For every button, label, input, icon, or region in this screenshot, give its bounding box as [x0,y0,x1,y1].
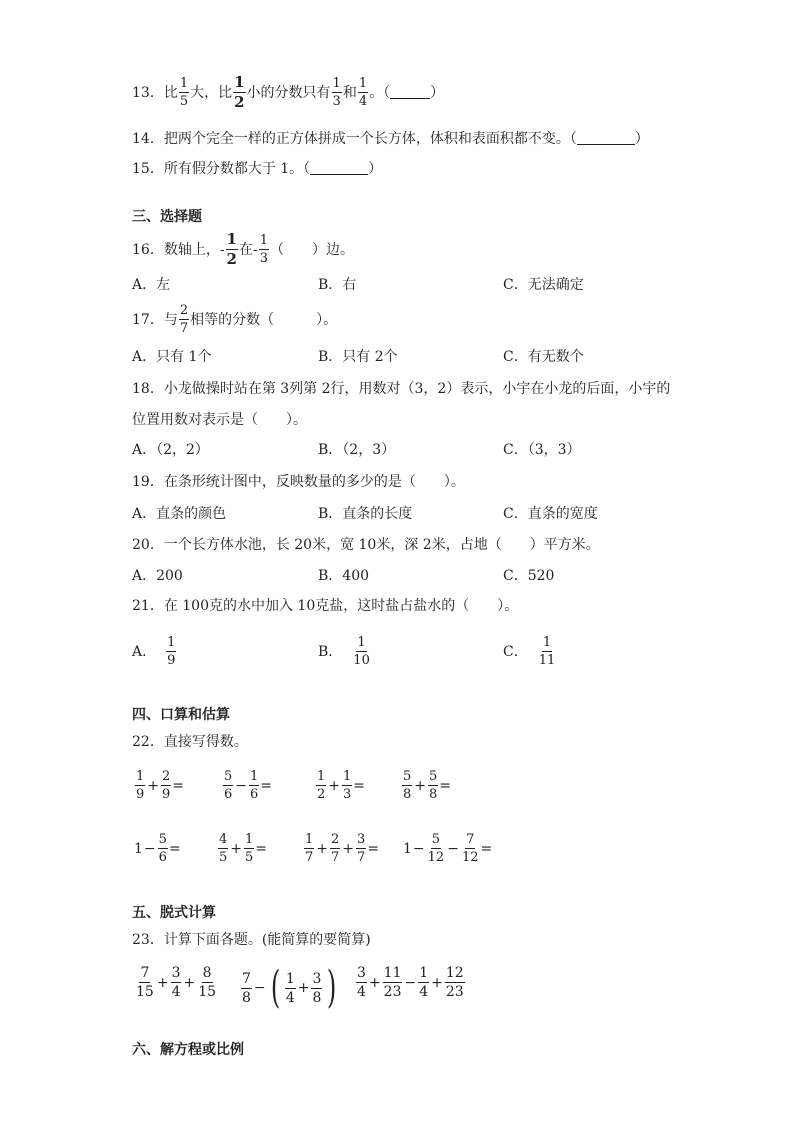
mental-math-item[interactable] [134,833,181,864]
option-a[interactable]: A．200 [132,568,183,584]
question-22: 22．直接写得数。 [132,734,248,750]
fraction: $\frac{7}{8}$ [242,970,251,1006]
question-18-line2: 位置用数对表示是（ ）。 [132,412,307,428]
question-13 [132,75,444,110]
fraction: $\frac{5}{12}$ [427,832,445,865]
option-c[interactable]: C．直条的宽度 [503,506,598,522]
question-14 [132,132,649,146]
operator: + [328,777,341,794]
option-a[interactable]: A．直条的颜色 [132,506,227,522]
answer-blank[interactable] [310,163,368,175]
operator: − [447,840,459,857]
fraction: $\frac{3}{8}$ [312,970,322,1006]
operator: + [431,974,443,991]
answer-blank[interactable] [390,87,430,99]
fraction: $\frac{1}{11}$ [538,635,556,668]
question-19: 19．在条形统计图中，反映数量的多少的是（ ）。 [132,474,465,490]
operator: − [143,840,156,857]
equals: = [367,840,380,857]
equals: = [480,840,493,857]
fraction: $\frac{1}{4}$ [285,970,295,1006]
fraction: $\frac{5}{8}$ [403,769,412,802]
answer-blank[interactable] [577,133,635,145]
fraction: $\frac{7}{12}$ [461,832,479,865]
equals: = [260,777,273,794]
section-heading: 三、选择题 [132,209,202,225]
fraction: $\frac{1}{10}$ [353,635,370,668]
equals: = [353,777,366,794]
option-label: C． [503,643,528,660]
option-b[interactable]: B．只有 2个 [318,349,398,365]
q16-text: 16．数轴上，- [132,241,225,258]
option-b[interactable]: B．右 [318,277,357,293]
mental-math-item[interactable] [303,833,379,864]
q15-text: 15．所有假分数都大于 1。（ [132,161,311,177]
q17-text: 17．与 [132,311,178,328]
operator: − [412,840,425,857]
q17-text: 相等的分数（ ）。 [190,311,338,328]
fraction: $\frac{1}{2}$ [317,769,326,802]
operator: − [253,980,266,996]
operator: + [368,974,381,991]
option-a[interactable] [132,636,177,667]
operator: + [156,974,169,991]
option-a[interactable]: A．左 [132,277,171,293]
fraction: $\frac{5}{8}$ [429,769,438,802]
fraction: $\frac{3}{4}$ [171,965,181,1000]
option-c[interactable]: C．（3，3） [503,442,581,458]
fraction: $\frac{2}{9}$ [162,769,171,802]
q16-text: （ ）边。 [270,241,354,258]
fraction: $\frac{1}{5}$ [179,76,189,109]
fraction: $\frac{1}{4}$ [358,76,368,109]
question-18-line1: 18．小龙做操时站在第 3列第 2行，用数对（3，2）表示，小宇在小龙的后面，小宇的 [132,381,671,397]
fraction: $\frac{1}{9}$ [167,635,176,668]
mental-math-item[interactable] [315,770,365,801]
option-b[interactable]: B．（2，3） [318,442,396,458]
option-b[interactable]: B．400 [318,568,370,584]
section-heading: 四、口算和估算 [132,707,230,723]
question-17 [132,304,337,335]
number: 1 [134,840,143,857]
fraction: $\frac{4}{5}$ [219,832,228,865]
operator: − [404,974,417,991]
operator: + [183,974,196,991]
mental-math-item[interactable] [217,833,267,864]
equals: = [168,840,181,857]
calc-expression-1[interactable] [134,966,218,999]
left-paren: ( [270,962,280,1013]
fraction: $\frac{2}{7}$ [331,832,340,865]
operator: + [342,840,355,857]
question-20: 20．一个长方体水池，长 20米，宽 10米，深 2米，占地（ ）平方米。 [132,537,600,553]
fraction: $\frac{5}{6}$ [158,832,167,865]
equals: = [439,777,452,794]
equals: = [255,840,268,857]
option-a[interactable]: A．（2，2） [132,442,209,458]
fraction: $\frac{1}{9}$ [136,769,145,802]
section-heading: 六、解方程或比例 [132,1042,244,1058]
operator: + [147,777,160,794]
q13-text: 大，比 [190,84,233,101]
mental-math-item[interactable] [401,770,451,801]
question-23: 23．计算下面各题。(能简算的要简算) [132,932,371,948]
close-paren: ） [634,131,649,147]
equals: = [172,777,185,794]
number: 1 [403,840,412,857]
fraction: $\frac{1}{2}$ [234,73,245,111]
option-c[interactable]: C．无法确定 [503,277,584,293]
fraction: $\frac{1}{7}$ [305,832,314,865]
q13-prefix: 13．比 [132,84,178,101]
fraction: $\frac{3}{4}$ [357,965,366,1000]
fraction: $\frac{1}{3}$ [343,769,352,802]
operator: + [414,777,427,794]
q16-text: 在- [238,241,258,258]
mental-math-item[interactable] [134,770,184,801]
question-15 [132,162,382,176]
fraction: $\frac{7}{15}$ [136,965,154,1000]
fraction: $\frac{1}{3}$ [332,76,341,109]
right-paren: ) [327,962,337,1013]
section-heading: 五、脱式计算 [132,905,216,921]
calc-expression-3[interactable] [355,966,466,999]
option-b[interactable]: B．直条的长度 [318,506,413,522]
q13-text: 。（ [369,84,391,101]
option-c[interactable] [503,636,557,667]
option-label: A． [132,643,157,660]
fraction: $\frac{1}{4}$ [419,965,429,1000]
fraction: $\frac{8}{15}$ [198,965,217,1000]
close-paren: ） [430,84,445,101]
fraction: $\frac{1}{3}$ [259,233,268,266]
calc-expression-2[interactable] [240,962,341,1013]
fraction: $\frac{11}{23}$ [383,965,402,1000]
fraction: $\frac{2}{7}$ [179,303,189,336]
option-label: B． [318,643,343,660]
fraction: $\frac{1}{2}$ [226,230,237,268]
fraction: $\frac{1}{6}$ [250,769,259,802]
option-b[interactable] [318,636,372,667]
close-paren: ） [368,161,383,177]
option-a[interactable]: A．只有 1个 [132,349,212,365]
q13-text: 小的分数只有 [246,84,331,101]
q14-text: 14．把两个完全一样的正方体拼成一个长方体，体积和表面积都不变。（ [132,131,577,147]
fraction: $\frac{3}{7}$ [357,832,366,865]
question-21: 21．在 100克的水中加入 10克盐，这时盐占盐水的（ ）。 [132,598,519,614]
operator: + [230,840,243,857]
fraction: $\frac{12}{23}$ [445,965,464,1000]
mental-math-item[interactable] [222,770,272,801]
fraction: $\frac{1}{5}$ [245,832,254,865]
question-16 [132,232,354,267]
fraction: $\frac{5}{6}$ [224,769,233,802]
operator: + [297,980,310,996]
operator: + [316,840,329,857]
q13-text: 和 [342,84,357,101]
option-c[interactable]: C．有无数个 [503,349,584,365]
operator: − [235,777,248,794]
mental-math-item[interactable] [403,833,492,864]
option-c[interactable]: C．520 [503,568,555,584]
